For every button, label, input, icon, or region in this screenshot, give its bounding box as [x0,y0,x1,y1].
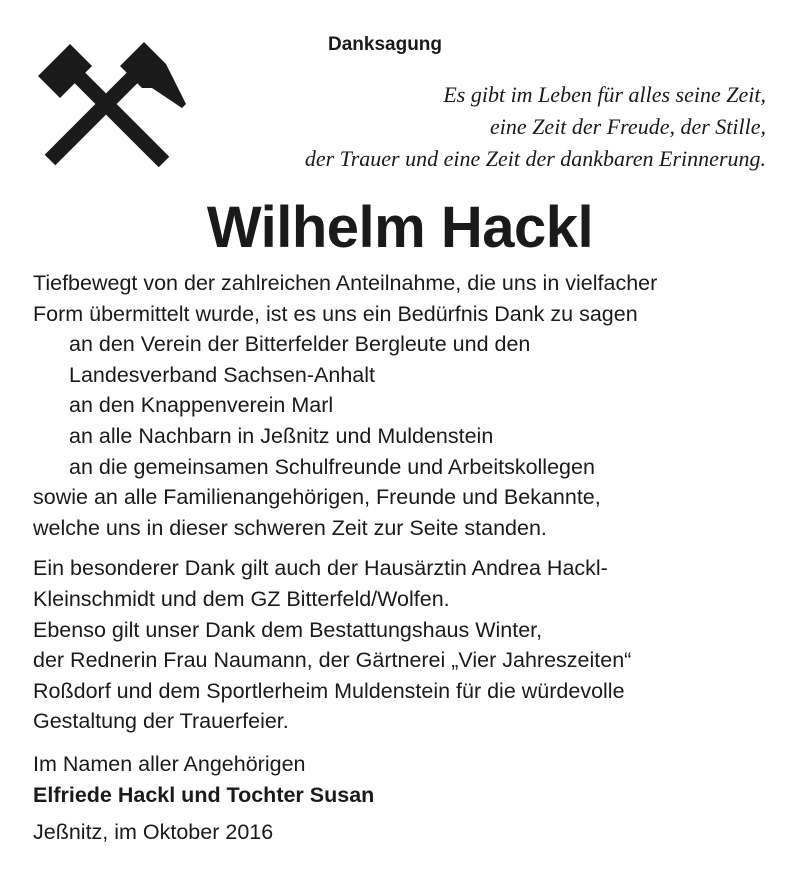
text-line: Kleinschmidt und dem GZ Bitterfeld/Wolfen. [33,586,450,611]
signature-block [33,749,773,810]
quote-line: eine Zeit der Freude, der Stille, [490,114,766,139]
hammer-and-pick-icon [30,32,190,180]
text-line: Form übermittelt wurde, ist es uns ein Bedürfnis Dank zu sagen [33,301,638,326]
indented-line: an die gemeinsamen Schulfreunde und Arbeitskollegen [69,454,595,479]
text-line: Tiefbewegt von der zahlreichen Anteilnahme, die uns in vielfacher [33,271,658,295]
indented-line: an alle Nachbarn in Jeßnitz und Muldenstein [69,423,494,448]
epigraph-quote [206,79,766,175]
indented-line: Landesverband Sachsen-Anhalt [69,362,375,387]
text-line: sowie an alle Familienangehörigen, Freunde und Bekannte, [33,485,601,510]
special-thanks-paragraph [33,553,773,737]
place-and-date: Jeßnitz, im Oktober 2016 [33,820,274,844]
text-line: Ein besonderer Dank gilt auch der Hausärztin Andrea Hackl- [33,556,608,581]
text-line: der Rednerin Frau Naumann, der Gärtnerei „Vier Jahreszeiten“ [33,648,632,673]
text-line: Ebenso gilt unser Dank dem Bestattungshaus Winter, [33,617,543,642]
text-line: Roßdorf und dem Sportlerheim Muldenstein für die würdevolle [33,678,625,703]
text-line: welche uns in dieser schweren Zeit zur Seite standen. [33,515,547,540]
signers: Elfriede Hackl und Tochter Susan [33,782,375,807]
quote-line: Es gibt im Leben für alles seine Zeit, [443,82,766,107]
thanks-paragraph [33,268,773,543]
notice-heading: Danksagung [328,34,443,55]
text-line: Gestaltung der Trauerfeier. [33,709,289,734]
closing-line: Im Namen aller Angehörigen [33,751,306,776]
deceased-name: Wilhelm Hackl [206,195,594,260]
quote-line: der Trauer und eine Zeit der dankbaren Erinnerung. [304,146,766,171]
notice-body [33,268,773,810]
indented-line: an den Knappenverein Marl [69,393,334,418]
indented-line: an den Verein der Bitterfelder Bergleute und den [69,332,531,357]
